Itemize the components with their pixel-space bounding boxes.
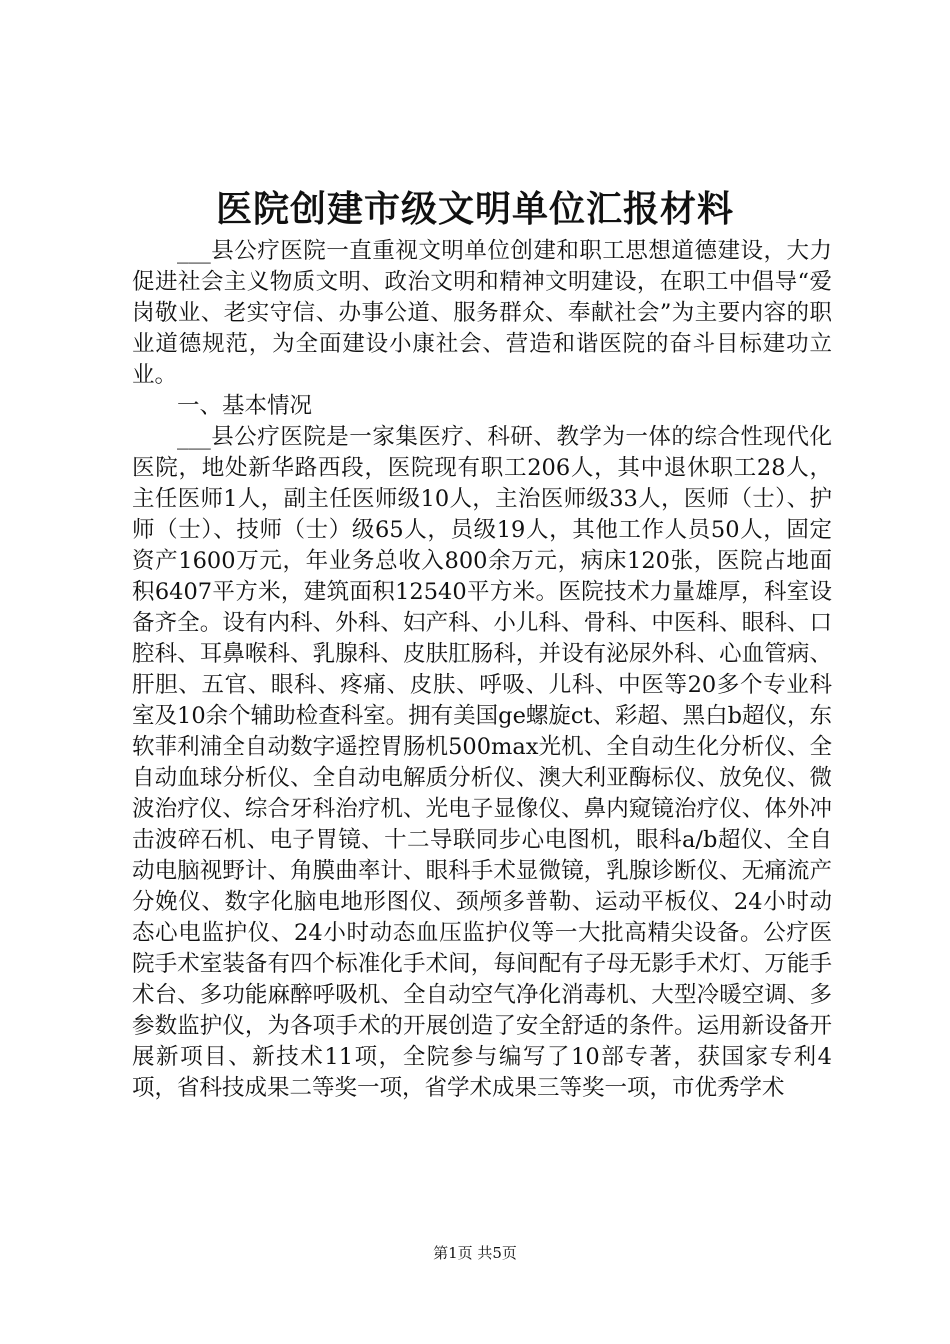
intro-paragraph: ___县公疗医院一直重视文明单位创建和职工思想道德建设，大力促进社会主义物质文明、政治文明和精神文明建设，在职工中倡导“爱岗敬业、老实守信、办事公道、服务群众、奉献社会”为主要内容的职业道德规范，为全面建设小康社会、营造和谐医院的奋斗目标建功立业。 — [132, 238, 832, 388]
section-heading-basic-info: 一、基本情况 — [177, 393, 313, 419]
page-footer: 第1页 共5页 — [433, 1244, 517, 1262]
basic-info-paragraph: ___县公疗医院是一家集医疗、科研、教学为一体的综合性现代化医院，地处新华路西段，医院现有职工206人，其中退休职工28人，主任医师1人，副主任医师级10人，主治医师级33人，医师（士）、护师（士）、技师（士）级65人，员级19人，其他工作人员50人，固定资产1600万元，年业务总收入800余万元，病床120张，医院占地面积6407平方米，建筑面积12540平方米。医院技术力量雄厚，科室设备齐全。设有内科、外科、妇产科、小儿科、骨科、中医科、眼科、口腔科、耳鼻喉科、乳腺科、皮肤肛肠科，并设有泌尿外科、心血管病、肝胆、五官、眼科、疼痛、皮肤、呼吸、儿科、中医等20多个专业科室及10余个辅助检查科室。拥有美国ge螺旋ct、彩超、黑白b超仪，东软菲利浦全自动数字遥控胃肠机500max光机、全自动生化分析仪、全自动血球分析仪、全自动电解质分析仪、澳大利亚酶标仪、放免仪、微波治疗仪、综合牙科治疗机、光电子显像仪、鼻内窥镜治疗仪、体外冲击波碎石机、电子胃镜、十二导联同步心电图机，眼科a/b超仪、全自动电脑视野计、角膜曲率计、眼科手术显微镜，乳腺诊断仪、无痛流产分娩仪、数字化脑电地形图仪、颈颅多普勒、运动平板仪、24小时动态心电监护仪、24小时动态血压监护仪等一大批高精尖设备。公疗医院手术室装备有四个标准化手术间，每间配有子母无影手术灯、万能手术台、多功能麻醉呼吸机、全自动空气净化消毒机、大型冷暖空调、多参数监护仪，为各项手术的开展创造了安全舒适的条件。运用新设备开展新项目、新技术11项，全院参与编写了10部专著，获国家专利4项，省科技成果二等奖一项，省学术成果三等奖一项，市优秀学术 — [132, 424, 832, 1101]
document-body — [132, 236, 832, 1104]
document-title: 医院创建市级文明单位汇报材料 — [215, 188, 734, 230]
